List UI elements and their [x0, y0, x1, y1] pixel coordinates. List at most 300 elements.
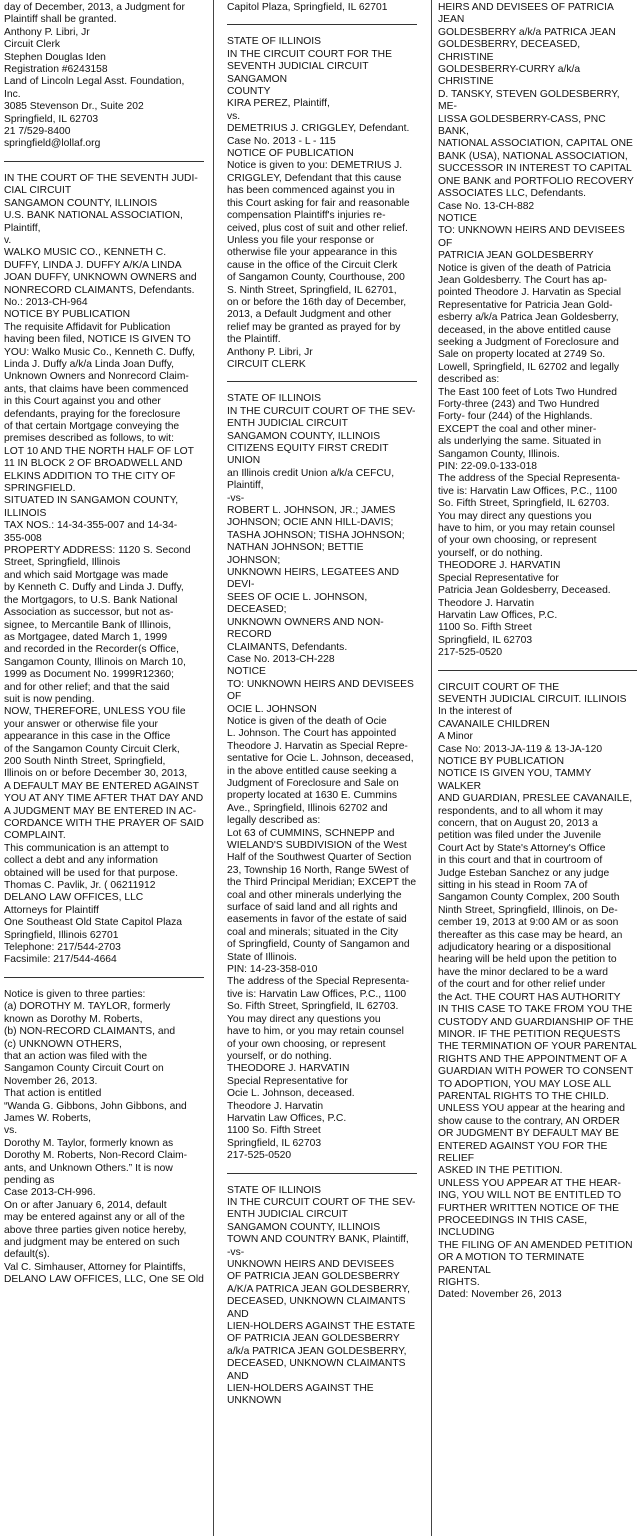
notice-line: ELKINS ADDITION TO THE CITY OF	[4, 470, 176, 482]
notice-line: GUARDIAN WITH POWER TO CONSENT	[438, 1066, 634, 1078]
notice-line: CORDANCE WITH THE PRAYER OF SAID	[4, 818, 204, 829]
notice-line: One Southeast Old State Capitol Plaza	[4, 917, 183, 929]
notice-line: ASSOCIATES LLC, Defendants.	[438, 188, 587, 200]
notice-line: MINOR. IF THE PETITION REQUESTS	[438, 1028, 621, 1040]
notice-line: coal and other minerals underlying the	[227, 889, 402, 901]
notice-line: FURTHER WRITTEN NOTICE OF THE	[438, 1202, 619, 1214]
notice-line: respondents, and to all whom it may	[438, 805, 603, 817]
notice-line: KIRA PEREZ, Plaintiff,	[227, 98, 330, 110]
notice-line: That action is entitled	[4, 1088, 102, 1100]
notice-line: U.S. BANK NATIONAL ASSOCIATION,	[4, 210, 183, 222]
notice-line: in this court and that in courtroom of	[438, 855, 603, 867]
notice-line: TO: UNKNOWN HEIRS AND DEVISEES OF	[227, 678, 414, 703]
notice-line: UNKNOWN HEIRS AND DEVISEES	[227, 1259, 395, 1270]
notice-line: (a) DOROTHY M. TAYLOR, formerly	[4, 1001, 171, 1013]
notice-line: Springfield, IL 62703	[438, 634, 533, 646]
notice-line: Dorothy M. Roberts, Non-Record Claim-	[4, 1150, 188, 1162]
notice-line: Facsimile: 217/544-4664	[4, 954, 117, 966]
notice-line: property located at 1630 E. Cummins	[227, 790, 397, 802]
notice-line: OF PATRICIA JEAN GOLDESBERRY	[227, 1333, 400, 1345]
notice-line: 1100 So. Fifth Street	[227, 1125, 321, 1137]
notice-line: IN THE CIRCUIT COURT FOR THE	[227, 48, 392, 60]
notice-line: Unless you file your response or	[227, 234, 375, 246]
notice-line: OR JUDGMENT BY DEFAULT MAY BE	[438, 1128, 619, 1140]
notice-line: HEIRS AND DEVISEES OF PATRICIA JEAN	[438, 2, 614, 26]
notice-line: ASKED IN THE PETITION.	[438, 1165, 563, 1177]
notice-line: NOTICE BY PUBLICATION	[438, 755, 565, 767]
notice-line: Illinois on or before December 30, 2013,	[4, 768, 188, 780]
notice-line: Notice is given of the death of Ocie	[227, 715, 387, 727]
notice-line: CLAIMANTS, Defendants.	[227, 641, 348, 653]
notice-line: THE FILING OF AN AMENDED PETITION	[438, 1239, 633, 1251]
notice-line: ENTH JUDICIAL CIRCUIT	[227, 418, 348, 430]
notice-line: Half of the Southwest Quarter of Section	[227, 852, 412, 864]
column-3	[438, 2, 637, 1302]
notice-line: collect a debt and any information	[4, 855, 158, 867]
notice-line: -vs-	[227, 1246, 245, 1258]
notice-line: COUNTY	[227, 86, 271, 98]
notice-line: CIRCUIT CLERK	[227, 358, 306, 370]
notice-line: Lowell, Springfield, IL 62702 and legally	[438, 361, 620, 373]
notice-line: JOAN DUFFY, UNKNOWN OWNERS and	[4, 272, 197, 284]
notice-line: Sangamon County Circuit Court on	[4, 1063, 164, 1075]
legal-notice	[4, 173, 204, 967]
notice-line: NOTICE	[227, 666, 266, 678]
notice-line: On or after January 6, 2014, default	[4, 1199, 167, 1211]
notice-line: Linda J. Duffy a/k/a Linda Joan Duffy,	[4, 358, 175, 370]
notice-line: DELANO LAW OFFICES, LLC, One SE Old	[4, 1274, 204, 1286]
notice-line: Judge Esteban Sanchez or any judge	[438, 867, 610, 879]
notice-line: THE TERMINATION OF YOUR PARENTAL	[438, 1041, 637, 1053]
notice-line: have to him, or you may retain counsel	[227, 1026, 404, 1038]
notice-line: of Springfield, County of Sangamon and	[227, 939, 410, 951]
notice-line: WIELAND'S SUBDIVISION of the West	[227, 840, 407, 851]
notice-line: signee, to Mercantile Bank of Illinois,	[4, 619, 172, 631]
notice-line: have the minor declared to be a ward	[438, 966, 608, 978]
notice-line: CAVANAILE CHILDREN	[438, 718, 550, 730]
notice-line: in the above entitled cause seeking a	[227, 765, 397, 777]
notice-line: ENTERED AGAINST YOU FOR THE RELIEF	[438, 1140, 608, 1164]
notice-line: CUSTODY AND GUARDIANSHIP OF THE	[438, 1016, 634, 1028]
notice-line: ING, YOU WILL NOT BE ENTITLED TO	[438, 1190, 622, 1202]
notice-line: Court Act by State's Attorney's Office	[438, 842, 606, 854]
notice-line: vs.	[227, 110, 241, 122]
notice-line: of the court and for other relief under	[438, 979, 606, 991]
notice-separator	[227, 24, 417, 25]
notice-line: IN THIS CASE TO TAKE FROM YOU THE	[438, 1004, 633, 1016]
notice-line: by Kenneth C. Duffy and Linda J. Duffy,	[4, 582, 184, 594]
notice-line: Telephone: 217/544-2703	[4, 942, 121, 954]
notice-line: sitting in his stead in Room 7A of	[438, 880, 588, 892]
notice-line: pointed Theodore J. Harvatin as Special	[438, 287, 621, 299]
notice-line: petition was filed under the Juvenile	[438, 830, 602, 842]
notice-line: surface of said land and all rights and	[227, 902, 398, 914]
notice-line: SANGAMON COUNTY, ILLINOIS	[227, 1221, 381, 1233]
notice-line: 1100 So. Fifth Street	[438, 622, 532, 634]
notice-line: TOWN AND COUNTRY BANK, Plaintiff,	[227, 1234, 409, 1246]
notice-line: THEODORE J. HARVATIN	[227, 1063, 350, 1075]
notice-line: “Wanda G. Gibbons, John Gibbons, and	[4, 1100, 187, 1112]
notice-line: 355-008	[4, 532, 42, 544]
notice-line: tive is: Harvatin Law Offices, P.C., 1100	[227, 988, 407, 1000]
notice-line: Val C. Simhauser, Attorney for Plaintiffs,	[4, 1261, 186, 1273]
notice-line: easements in favor of the estate of said	[227, 914, 407, 926]
notice-line: UNLESS YOU appear at the hearing and	[438, 1103, 625, 1115]
notice-line: NOTICE	[438, 212, 477, 224]
notice-line: premises described as follows, to wit:	[4, 433, 174, 445]
notice-line: So. Fifth Street, Springfield, IL 62703.	[227, 1001, 399, 1013]
notice-line: Case No. 2013 - L - 115	[227, 135, 336, 147]
notice-line: ants, and Unknown Others.” It is now	[4, 1162, 173, 1174]
notice-line: described as:	[438, 374, 500, 386]
notice-line: Case 2013-CH-996.	[4, 1187, 96, 1199]
notice-line: Plaintiff,	[227, 480, 264, 492]
notice-line: TAX NOS.: 14-34-355-007 and 14-34-	[4, 520, 178, 532]
notice-line: CIRCUIT COURT OF THE	[438, 681, 560, 693]
notice-line: A JUDGMENT MAY BE ENTERED IN AC-	[4, 805, 197, 817]
notice-line: ENTH JUDICIAL CIRCUIT	[227, 1209, 348, 1221]
notice-line: tive is: Harvatin Law Offices, P.C., 1100	[438, 485, 618, 497]
legal-notice	[227, 1185, 417, 1408]
notice-line: the Act. THE COURT HAS AUTHORITY	[438, 991, 621, 1003]
notice-line: 2013, a Default Judgment and other	[227, 309, 392, 321]
notice-line: may be entered against any or all of the	[4, 1212, 185, 1224]
notice-line: pending as	[4, 1174, 55, 1186]
notice-separator	[227, 1173, 417, 1174]
notice-line: (b) NON-RECORD CLAIMANTS, and	[4, 1026, 176, 1038]
notice-separator	[4, 977, 204, 978]
notice-line: compensation Plaintiff's injuries re-	[227, 210, 386, 222]
notice-separator	[4, 161, 204, 162]
notice-line: STATE OF ILLINOIS	[227, 36, 322, 48]
notice-line: Ocie L. Johnson, deceased.	[227, 1088, 355, 1100]
notice-line: PARENTAL RIGHTS TO THE CHILD.	[438, 1090, 609, 1102]
notice-line: Capitol Plaza, Springfield, IL 62701	[227, 2, 388, 13]
notice-line: sentative for Ocie L. Johnson, deceased,	[227, 753, 414, 765]
notice-line: hearing will be held upon the petition to	[438, 954, 617, 966]
notice-line: Theodore J. Harvatin	[438, 597, 535, 609]
notice-line: Case No: 2013-JA-119 & 13-JA-120	[438, 743, 603, 755]
notice-line: SITUATED IN SANGAMON COUNTY,	[4, 495, 179, 507]
notice-line: Anthony P. Libri, Jr	[227, 346, 313, 358]
notice-line: concern, that on August 20, 2013 a	[438, 818, 598, 829]
notice-line: (c) UNKNOWN OTHERS,	[4, 1038, 122, 1050]
notice-line: PIN: 14-23-358-010	[227, 964, 318, 976]
notice-line: UNKNOWN OWNERS AND NON-RECORD	[227, 616, 384, 641]
notice-line: ROBERT L. JOHNSON, JR.; JAMES	[227, 505, 396, 517]
notice-line: 1999 as Document No. 1999R12360;	[4, 669, 175, 681]
notice-line: RIGHTS.	[438, 1277, 480, 1289]
notice-line: Springfield, IL 62703	[4, 113, 99, 125]
notice-line: AND GUARDIAN, PRESLEE CAVANAILE,	[438, 793, 633, 805]
notice-line: and for other relief; and that the said	[4, 681, 170, 693]
notice-line: seeking a Judgment of Foreclosure and	[438, 336, 619, 348]
notice-line: NOTICE IS GIVEN YOU, TAMMY WALKER	[438, 768, 592, 792]
notice-line: EXCEPT the coal and other miner-	[438, 423, 597, 435]
notice-line: Case No. 2013-CH-228	[227, 653, 335, 665]
notice-line: this Court asking for fair and reasonable	[227, 197, 410, 209]
notice-line: So. Fifth Street, Springfield, IL 62703.	[438, 498, 610, 510]
notice-line: deceased, in the above entitled cause	[438, 324, 611, 336]
notice-line: SPRINGFIELD.	[4, 483, 76, 495]
notice-line: and recorded in the Recorder(s Office,	[4, 644, 179, 656]
notice-line: Forty- four (244) of the Highlands.	[438, 411, 593, 423]
notice-line: TO ADOPTION, YOU MAY LOSE ALL	[438, 1078, 612, 1090]
notice-line: UNLESS YOU APPEAR AT THE HEAR-	[438, 1177, 621, 1189]
notice-line: LOT 10 AND THE NORTH HALF OF LOT	[4, 445, 194, 457]
legal-notice	[438, 2, 637, 660]
notice-line: Ave., Springfield, Illinois 62702 and	[227, 802, 388, 814]
notice-line: of the Sangamon County Circuit Clerk,	[4, 743, 180, 755]
notice-line: of Sangamon County, Courthouse, 200	[227, 272, 405, 284]
notice-line: SANGAMON COUNTY, ILLINOIS	[4, 197, 158, 209]
notice-line: that an action was filed with the	[4, 1050, 148, 1062]
notice-line: appearance in this case in the Office	[4, 731, 171, 743]
notice-line: NONRECORD CLAIMANTS, Defendants.	[4, 284, 195, 296]
notice-line: DECEASED, UNKNOWN CLAIMANTS AND	[227, 1296, 406, 1320]
notice-line: known as Dorothy M. Roberts,	[4, 1013, 143, 1025]
notice-separator	[438, 670, 637, 671]
notice-line: Anthony P. Libri, Jr	[4, 26, 90, 38]
notice-line: YOU AT ANY TIME AFTER THAT DAY AND	[4, 793, 204, 805]
notice-line: OR A MOTION TO TERMINATE PARENTAL	[438, 1252, 585, 1276]
notice-line: the Plaintiff.	[227, 334, 281, 346]
column-divider	[431, 0, 432, 1536]
notice-line: ONE BANK and PORTFOLIO RECOVERY	[438, 175, 634, 187]
notice-line: SUCCESSOR IN INTEREST TO CAPITAL	[438, 163, 632, 175]
notice-line: OCIE L. JOHNSON	[227, 703, 317, 715]
notice-line: thereafter as this case may be heard, an	[438, 929, 623, 941]
notice-line: STATE OF ILLINOIS	[227, 1184, 322, 1196]
notice-line: otherwise file your appearance in this	[227, 247, 397, 259]
notice-line: NOTICE OF PUBLICATION	[227, 148, 354, 160]
notice-line: 217-525-0520	[438, 647, 503, 659]
notice-line: ceived, plus cost of suit and other relief.	[227, 222, 408, 234]
notice-line: A/K/A PATRICA JEAN GOLDESBERRY,	[227, 1283, 410, 1295]
notice-line: above three parties given notice hereby,	[4, 1224, 187, 1236]
column-2	[227, 2, 417, 1408]
notice-line: Thomas C. Pavlik, Jr. ( 06211912	[4, 880, 156, 892]
notice-line: 23, Township 16 North, Range 5West of	[227, 864, 409, 876]
notice-line: GOLDESBERRY a/k/a PATRICA JEAN	[438, 26, 616, 38]
legal-notice	[227, 393, 417, 1162]
notice-line: Dated: November 26, 2013	[438, 1289, 562, 1301]
notice-line: NATIONAL ASSOCIATION, CAPITAL ONE	[438, 138, 633, 150]
notice-line: Harvatin Law Offices, P.C.	[438, 609, 558, 621]
notice-line: THEODORE J. HARVATIN	[438, 560, 561, 572]
notice-line: PIN: 22-09.0-133-018	[438, 461, 538, 473]
notice-line: coal and minerals; situated in the City	[227, 926, 399, 938]
notice-line: The address of the Special Representa-	[438, 473, 621, 485]
notice-line: In the interest of	[438, 706, 512, 718]
notice-line: November 26, 2013.	[4, 1075, 98, 1087]
notice-line: defendants, praying for the foreclosure	[4, 408, 181, 420]
notice-line: springfield@lollaf.org	[4, 138, 101, 150]
notice-line: Sale on property located at 2749 So.	[438, 349, 606, 361]
column-1	[4, 2, 204, 1287]
legal-notice	[227, 36, 417, 371]
notice-line: Association as successor, but not as-	[4, 607, 174, 619]
notice-line: default(s).	[4, 1249, 50, 1261]
notice-line: your answer or otherwise file your	[4, 718, 158, 730]
notice-line: Street, Springfield, Illinois	[4, 557, 121, 569]
notice-line: No.: 2013-CH-964	[4, 296, 88, 308]
notice-line: BANK (USA), NATIONAL ASSOCIATION,	[438, 150, 628, 162]
notice-line: ants, that claims have been commenced	[4, 383, 189, 395]
notice-line: legally described as:	[227, 815, 321, 827]
notice-line: The East 100 feet of Lots Two Hundred	[438, 386, 617, 398]
notice-line: TO: UNKNOWN HEIRS AND DEVISEES OF	[438, 225, 625, 249]
notice-line: STATE OF ILLINOIS	[227, 393, 322, 405]
notice-line: The requisite Affidavit for Publication	[4, 321, 171, 333]
notice-line: Land of Lincoln Legal Asst. Foundation,	[4, 76, 185, 88]
notice-line: Theodore J. Harvatin as Special Repre-	[227, 740, 408, 752]
legal-notice	[4, 989, 204, 1287]
notice-line: S. Ninth Street, Springfield, IL 62701,	[227, 284, 397, 296]
legal-notice	[4, 2, 204, 151]
notice-line: Harvatin Law Offices, P.C.	[227, 1112, 347, 1124]
notice-line: having been filed, NOTICE IS GIVEN TO	[4, 334, 191, 346]
notice-line: DEMETRIUS J. CRIGGLEY, Defendant.	[227, 123, 410, 135]
notice-line: A DEFAULT MAY BE ENTERED AGAINST	[4, 780, 199, 792]
notice-line: PROPERTY ADDRESS: 1120 S. Second	[4, 545, 191, 557]
notice-line: Springfield, Illinois 62701	[4, 929, 119, 941]
notice-line: PROCEEDINGS IN THIS CASE, INCLUDING	[438, 1215, 588, 1239]
notice-line: day of December, 2013, a Judgment for	[4, 2, 185, 13]
notice-line: of that certain Mortgage conveying the	[4, 421, 180, 432]
notice-line: DELANO LAW OFFICES, LLC	[4, 892, 144, 904]
notice-line: Registration #6243158	[4, 64, 108, 76]
notice-line: vs.	[4, 1125, 18, 1137]
notice-line: NOTICE BY PUBLICATION	[4, 309, 131, 321]
notice-line: 217-525-0520	[227, 1150, 292, 1162]
notice-line: SEES OF OCIE L. JOHNSON, DECEASED;	[227, 591, 368, 616]
notice-line: TASHA JOHNSON; TISHA JOHNSON;	[227, 529, 405, 541]
notice-line: Sangamon County, Illinois on March 10,	[4, 656, 186, 668]
notice-line: OF PATRICIA JEAN GOLDESBERRY	[227, 1271, 400, 1283]
notice-line: suit is now pending.	[4, 693, 95, 705]
notice-line: D. TANSKY, STEVEN GOLDESBERRY, ME-	[438, 88, 620, 113]
notice-line: Notice is given to you: DEMETRIUS J.	[227, 160, 403, 172]
notice-line: IN THE CURCUIT COURT OF THE SEV-	[227, 1196, 416, 1208]
notice-line: Circuit Clerk	[4, 39, 61, 51]
notice-line: the Third Principal Meridian; EXCEPT the	[227, 877, 417, 889]
notice-line: and judgment may be entered on such	[4, 1237, 180, 1248]
notice-line: and which said Mortgage was made	[4, 569, 169, 581]
notice-line: GOLDESBERRY, DECEASED, CHRISTINE	[438, 39, 581, 63]
notice-line: -vs-	[227, 492, 245, 504]
notice-line: SEVENTH JUDICIAL CIRCUIT. ILLINOIS	[438, 693, 627, 705]
notice-line: Stephen Douglas Iden	[4, 51, 106, 63]
notice-line: relief may be granted as prayed for by	[227, 321, 401, 333]
notice-line: SANGAMON COUNTY, ILLINOIS	[227, 430, 381, 442]
notice-line: show cause to the contrary, AN ORDER	[438, 1115, 620, 1127]
notice-line: IN THE CURCUIT COURT OF THE SEV-	[227, 405, 416, 417]
notice-line: NOW, THEREFORE, UNLESS YOU file	[4, 706, 186, 718]
notice-line: L. Johnson. The Court has appointed	[227, 728, 397, 740]
notice-line: GOLDESBERRY-CURRY a/k/a CHRISTINE	[438, 64, 581, 88]
notice-line: of your own choosing, or represent	[438, 535, 597, 547]
notice-line: Springfield, IL 62703	[227, 1137, 322, 1149]
notice-line: have to him, or you may retain counsel	[438, 523, 615, 535]
notice-line: Unknown Owners and Nonrecord Claim-	[4, 371, 189, 383]
notice-line: Attorneys for Plaintiff	[4, 904, 99, 916]
notice-line: 200 South Ninth Street, Springfield,	[4, 755, 166, 767]
notice-line: obtained will be used for that purpose.	[4, 867, 179, 879]
notice-line: Judgment of Foreclosure and Sale on	[227, 777, 399, 789]
notice-line: State of Illinois.	[227, 951, 297, 963]
notice-line: UNKNOWN HEIRS, LEGATEES AND DEVI-	[227, 567, 400, 591]
notice-line: a/k/a PATRICA JEAN GOLDESBERRY,	[227, 1345, 407, 1357]
notice-line: COMPLAINT.	[4, 830, 66, 842]
notice-line: has been commenced against you in	[227, 185, 395, 197]
notice-line: als underlying the same. Situated in	[438, 436, 602, 448]
notice-line: Special Representative for	[438, 572, 559, 584]
notice-line: Plaintiff shall be granted.	[4, 14, 117, 26]
notice-line: LISSA GOLDESBERRY-CASS, PNC BANK,	[438, 113, 606, 138]
notice-line: ILLINOIS	[4, 507, 47, 519]
notice-line: the Mortgagors, to U.S. Bank National	[4, 594, 178, 606]
notice-line: Inc.	[4, 88, 21, 100]
notice-line: as Mortgagee, dated March 1, 1999	[4, 631, 168, 643]
notice-line: Patricia Jean Goldesberry, Deceased.	[438, 585, 611, 597]
notice-line: Plaintiff,	[4, 222, 41, 234]
notice-line: The address of the Special Representa-	[227, 976, 410, 988]
notice-line: Forty-three (243) and Two Hundred	[438, 399, 600, 410]
notice-line: Special Representative for	[227, 1075, 348, 1087]
legal-notice	[227, 2, 417, 14]
notice-line: v.	[4, 234, 12, 246]
notice-line: adjudicatory hearing or a dispositional	[438, 942, 611, 954]
notice-line: CITIZENS EQUITY FIRST CREDIT UNION	[227, 443, 389, 467]
notice-line: Dorothy M. Taylor, formerly known as	[4, 1137, 174, 1149]
notice-line: CIAL CIRCUIT	[4, 185, 72, 197]
notice-line: Sangamon County, Illinois.	[438, 448, 560, 460]
notice-line: cause in the office of the Circuit Clerk	[227, 259, 398, 271]
notice-line: an Illinois credit Union a/k/a CEFCU,	[227, 467, 395, 479]
notice-line: RIGHTS AND THE APPOINTMENT OF A	[438, 1053, 627, 1065]
notice-line: JOHNSON; OCIE ANN HILL-DAVIS;	[227, 517, 394, 529]
notice-line: CRIGGLEY, Defendant that this cause	[227, 172, 402, 184]
column-divider	[213, 0, 214, 1536]
notice-line: in this Court against you and other	[4, 396, 161, 408]
notice-line: Jean Goldesberry. The Court has ap-	[438, 274, 608, 286]
notice-line: DUFFY, LINDA J. DUFFY A/K/A LINDA	[4, 259, 182, 271]
notice-line: Lot 63 of CUMMINS, SCHNEPP and	[227, 827, 395, 839]
notice-line: Representative for Patricia Jean Gold-	[438, 299, 613, 311]
notice-line: A Minor	[438, 731, 473, 743]
notice-line: cember 19, 2013 at 9:00 AM or as soon	[438, 917, 619, 929]
notice-separator	[227, 381, 417, 382]
notice-line: YOU: Walko Music Co., Kenneth C. Duffy,	[4, 346, 195, 358]
notice-line: 11 IN BLOCK 2 OF BROADWELL AND	[4, 458, 183, 470]
notice-line: WALKO MUSIC CO., KENNETH C.	[4, 247, 167, 259]
notice-line: Theodore J. Harvatin	[227, 1100, 324, 1112]
notice-line: IN THE COURT OF THE SEVENTH JUDI-	[4, 172, 198, 184]
notice-line: Notice is given to three parties:	[4, 988, 146, 1000]
legal-notice	[438, 682, 637, 1302]
notice-line: 3085 Stevenson Dr., Suite 202	[4, 101, 144, 113]
notice-line: of your own choosing, or represent	[227, 1038, 386, 1050]
notice-line: You may direct any questions you	[438, 510, 592, 522]
notice-line: LIEN-HOLDERS AGAINST THE UNKNOWN	[227, 1383, 374, 1407]
notice-line: NATHAN JOHNSON; BETTIE JOHNSON;	[227, 542, 364, 566]
notice-line: 21 7/529-8400	[4, 126, 71, 138]
notice-line: James W. Roberts,	[4, 1112, 91, 1124]
notice-line: Sangamon County Complex, 200 South	[438, 892, 620, 904]
notice-line: Case No. 13-CH-882	[438, 200, 535, 212]
notice-line: LIEN-HOLDERS AGAINST THE ESTATE	[227, 1321, 416, 1333]
